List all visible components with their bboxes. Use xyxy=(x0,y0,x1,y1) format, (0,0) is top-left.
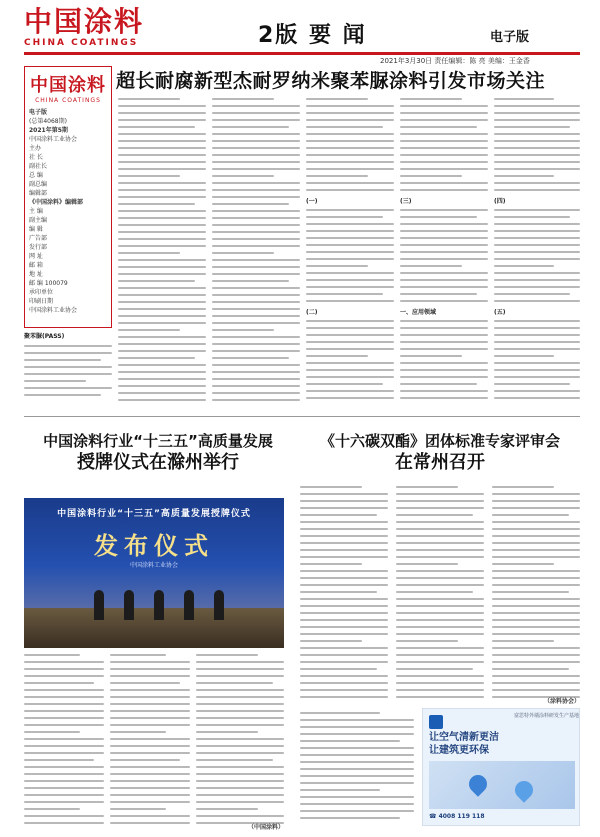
photo-person xyxy=(94,590,104,620)
story-headline-line: 在常州召开 xyxy=(395,452,485,473)
info-line: 副总编 xyxy=(29,181,48,188)
info-line: 中国涂料工业协会 xyxy=(29,136,78,143)
info-logo-en: CHINA COATINGS xyxy=(35,97,101,104)
info-line: 邮 箱 xyxy=(29,262,43,269)
water-drop-icon xyxy=(511,777,536,802)
logo-cn: 中国涂料 xyxy=(24,5,145,38)
info-line: 编 辑 xyxy=(29,226,43,233)
info-line: 中国涂料工业协会 xyxy=(29,307,78,314)
ad-title: 让空气清新更洁 让建筑更环保 xyxy=(429,732,499,756)
info-line: 广告部 xyxy=(29,235,48,242)
story2-source: （中国涂料） xyxy=(247,824,284,831)
info-line: (总第4068期) xyxy=(29,118,67,125)
section-divider xyxy=(24,416,580,417)
info-line: 编辑部 xyxy=(29,190,48,197)
publication-info-box xyxy=(24,66,112,328)
photo-person xyxy=(154,590,164,620)
story-headline-line: 授牌仪式在滁州举行 xyxy=(77,452,239,473)
story-headline-line: 《十六碳双酯》团体标准专家评审会 xyxy=(319,432,560,450)
info-line: 《中国涂料》编辑部 xyxy=(29,199,84,206)
story2-column xyxy=(24,654,104,830)
newspaper-logo xyxy=(24,6,174,48)
info-line: 总 编 xyxy=(29,172,43,179)
edition-label: 电子版 xyxy=(490,30,530,45)
info-line: 邮 编 100079 xyxy=(29,280,68,287)
section-heading: (三) xyxy=(400,198,412,205)
left-article-text xyxy=(24,330,112,410)
ad-tagline: 富思特外墙涂料研发生产基地 xyxy=(513,713,579,719)
story2-column xyxy=(110,654,190,830)
info-line: 承印单位 xyxy=(29,289,54,296)
info-line: 副社长 xyxy=(29,163,48,170)
date-line: 2021年3月30日 责任编辑：陈 亮 美编：王金香 xyxy=(380,57,530,65)
story3-column xyxy=(300,712,414,830)
story-headline-line: 中国涂料行业“十三五”高质量发展 xyxy=(43,432,273,450)
info-line: 印刷日期 xyxy=(29,298,54,305)
info-line: 副主编 xyxy=(29,217,48,224)
page-title: 2版 要 闻 xyxy=(258,23,367,48)
masthead-rule xyxy=(24,52,580,55)
info-line: 网 址 xyxy=(29,253,43,260)
photo-person xyxy=(124,590,134,620)
story3-column xyxy=(300,486,388,704)
info-line: 主 编 xyxy=(29,208,43,215)
brand-logo-icon xyxy=(429,715,443,729)
section-heading: 一、应用领域 xyxy=(400,309,437,316)
info-line: 社 长 xyxy=(29,154,43,161)
photo-banner-sub: 中国涂料工业协会 xyxy=(129,562,178,569)
section-heading: (二) xyxy=(306,309,318,316)
info-line: 主办 xyxy=(29,145,42,152)
lead-article-column xyxy=(306,98,394,410)
info-logo: 中国涂料 xyxy=(30,75,106,96)
story-headline xyxy=(300,430,580,474)
section-heading: (五) xyxy=(494,309,506,316)
photo-person xyxy=(184,590,194,620)
section-heading: (四) xyxy=(494,198,506,205)
ad-phone: ☎ 4008 119 118 xyxy=(429,813,485,820)
photo-banner-title: 中国涂料行业“十三五”高质量发展授牌仪式 xyxy=(57,509,251,519)
section-heading: (一) xyxy=(306,198,318,205)
photo-banner-big: 发布仪式 xyxy=(94,532,214,560)
story3-source: （涂料协会） xyxy=(543,698,580,705)
lead-article-column xyxy=(212,98,300,410)
story-headline xyxy=(24,430,292,474)
info-line: 电子版 xyxy=(29,109,48,116)
ad-image xyxy=(429,761,575,809)
info-line: 地 址 xyxy=(29,271,43,278)
lead-article-column xyxy=(494,98,580,410)
lead-headline: 超长耐腐新型杰耐罗纳米聚苯脲涂料引发市场关注 xyxy=(116,70,546,92)
info-line: 2021年第5期 xyxy=(29,127,68,134)
story3-column xyxy=(492,486,580,704)
lead-article-column xyxy=(400,98,488,410)
masthead xyxy=(0,0,600,66)
lead-article-column xyxy=(118,98,206,410)
left-article-head: 聚苯脲(PASS) xyxy=(24,333,65,340)
photo-person xyxy=(214,590,224,620)
advertisement[interactable] xyxy=(422,708,580,826)
story3-column xyxy=(396,486,484,704)
info-line: 发行部 xyxy=(29,244,48,251)
logo-en: CHINA COATINGS xyxy=(24,38,139,48)
event-photo xyxy=(24,498,284,648)
water-drop-icon xyxy=(465,771,490,796)
story2-column xyxy=(196,654,284,830)
